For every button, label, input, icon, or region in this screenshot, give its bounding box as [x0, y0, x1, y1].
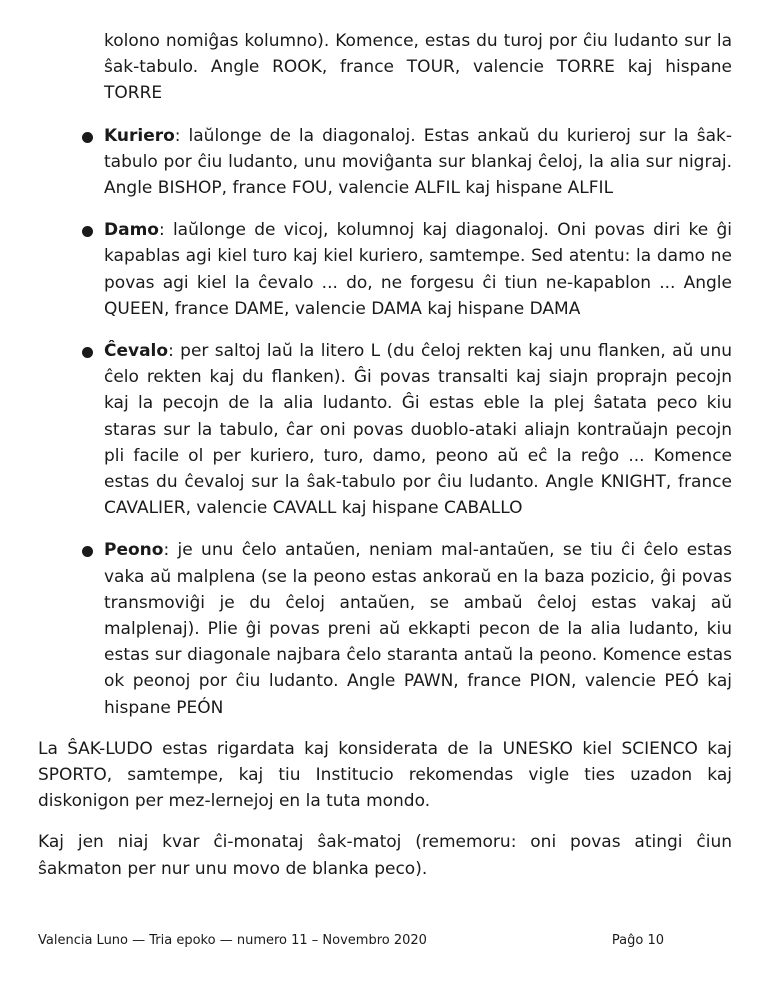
piece-list: [38, 123, 732, 721]
bullet-icon: [82, 347, 93, 358]
continuation-text: kolono nomiĝas kolumno). Komence, estas du turoj por ĉiu ludanto sur la ŝak-tabulo. Angle ROOK, france TOUR, valencie TORRE kaj hispane TORRE: [104, 31, 732, 104]
item-text: : laŭlonge de vicoj, kolumnoj kaj diagonaloj. Oni povas diri ke ĝi kapablas agi kiel turo kaj kiel kuriero, samtempe. Sed atentu: la damo ne povas agi kiel la ĉevalo ... do, ne forgesu ĉi tiun ne-kapablon ... Angle QUEEN, france DAME, valencie DAMA kaj hispane DAMA: [104, 220, 732, 319]
item-term: Damo: [104, 220, 159, 241]
list-item-damo: [38, 217, 732, 322]
item-term: Kuriero: [104, 125, 175, 146]
paragraph-sakmatoj: Kaj jen niaj kvar ĉi-monataj ŝak-matoj (rememoru: oni povas atingi ĉiun ŝakmaton per nur unu movo de blanka peco).: [38, 832, 732, 879]
bullet-icon: [82, 546, 93, 557]
list-item-peono: [38, 537, 732, 720]
bullet-icon: [82, 226, 93, 237]
item-term: Peono: [104, 540, 164, 561]
page-number: Paĝo 10: [611, 933, 664, 948]
item-term: Ĉevalo: [104, 341, 169, 362]
item-text: : per saltoj laŭ la litero L (du ĉeloj rekten kaj unu flanken, aŭ unu ĉelo rekten kaj du flanken). Ĝi povas transalti kaj siajn proprajn pecojn kaj la pecojn de la alia ludanto. Ĝi estas eble la plej ŝatata peco kiu staras sur la tabulo, ĉar oni povas duoblo-ataki aliajn kontraŭajn pecojn pli facile ol per kuriero, turo, damo, peono aŭ eĉ la reĝo ... Komence estas du ĉevaloj sur la ŝak-tabulo por ĉiu ludanto. Angle KNIGHT, france CAVALIER, valencie CAVALL kaj hispane CABALLO: [104, 341, 732, 519]
paragraph-unesko: La ŜAK-LUDO estas rigardata kaj konsiderata de la UNESKO kiel SCIENCO kaj SPORTO, samtempe, kaj tiu Institucio rekomendas vigle ties uzadon kaj diskonigon per mez-lernejoj en la tuta mondo.: [38, 738, 732, 812]
bullet-icon: [82, 132, 93, 143]
page-content: [38, 28, 732, 882]
list-item-cevalo: [38, 338, 732, 521]
item-text: : laŭlonge de la diagonaloj. Estas ankaŭ du kurieroj sur la ŝak-tabulo por ĉiu ludanto, unu moviĝanta sur blankaj ĉeloj, la alia sur nigraj. Angle BISHOP, france FOU, valencie ALFIL kaj hispane ALFIL: [104, 125, 732, 199]
footer-publication: Valencia Luno — Tria epoko — numero 11 – Novembro 2020: [38, 933, 427, 948]
item-text: : je unu ĉelo antaŭen, neniam mal-antaŭen, se tiu ĉi ĉelo estas vaka aŭ malplena (se la peono estas ankoraŭ en la baza pozicio, ĝi povas transmoviĝi je du ĉeloj antaŭen, se ambaŭ ĉeloj estas vakaj aŭ malplenaj). Plie ĝi povas preni aŭ ekkapti pecon de la alia ludanto, kiu estas sur diagonale najbara ĉelo staranta antaŭ la peono. Komence estas ok peonoj por ĉiu ludanto. Angle PAWN, france PION, valencie PEÓ kaj hispane PEÓN: [104, 540, 732, 718]
list-item-kuriero: [38, 123, 732, 202]
